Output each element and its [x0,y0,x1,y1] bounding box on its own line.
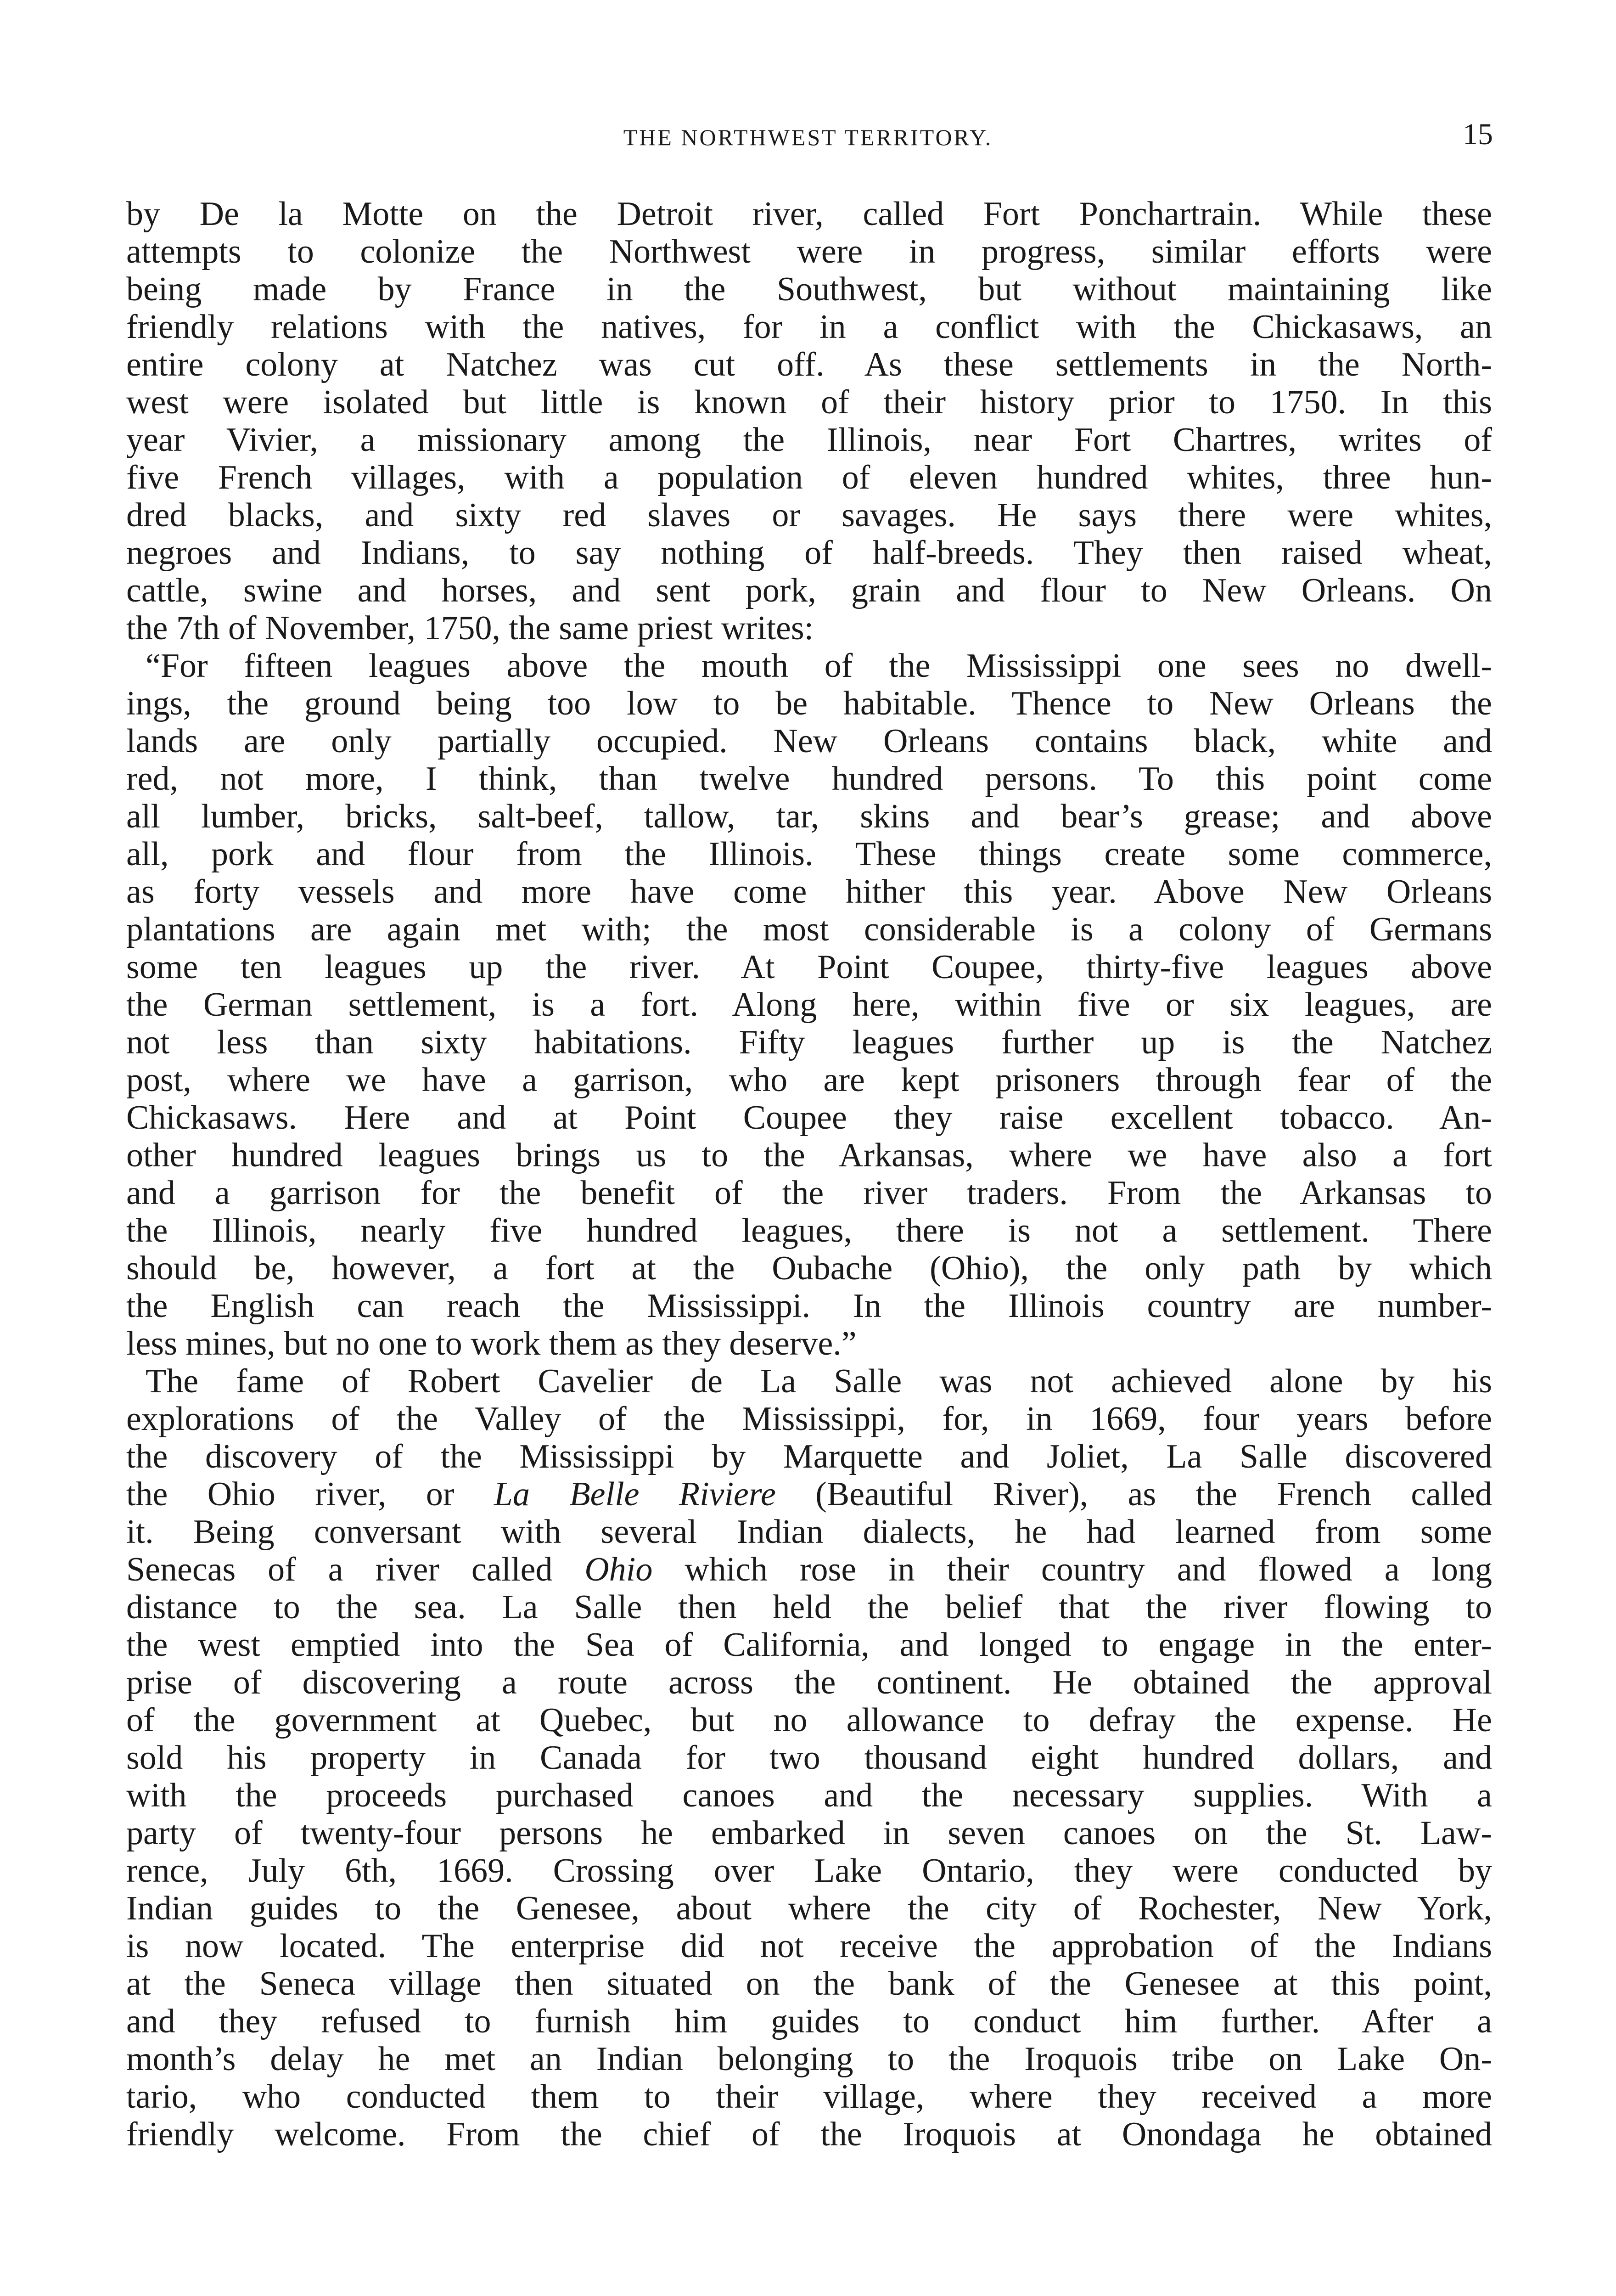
text-segment: lands are only partially occupied. New Orleans contains black, white and [126,722,1492,760]
running-header: THE NORTHWEST TERRITORY. [623,124,993,150]
text-segment: the German settlement, is a fort. Along here, within five or six leagues, are [126,986,1492,1024]
text-line-content [126,1551,1492,1588]
text-line-content [126,1325,1492,1362]
text-line [126,1174,1492,1212]
text-line-content [126,496,1492,534]
text-line [126,1325,1492,1362]
text-line-content [126,2040,1492,2078]
text-line [126,1099,1492,1137]
text-segment: should be, however, a fort at the Oubache (Ohio), the only path by which [126,1249,1492,1287]
text-line-content [126,346,1492,383]
text-line [126,1024,1492,1061]
text-line-content [126,1475,1492,1513]
text-segment: the discovery of the Mississippi by Marquette and Joliet, La Salle discovered [126,1438,1492,1475]
text-segment: less mines, but no one to work them as they deserve.” [126,1325,857,1362]
text-segment: prise of discovering a route across the continent. He obtained the approval [126,1664,1492,1701]
text-line [126,1588,1492,1626]
text-line-content [126,911,1492,948]
text-segment: the 7th of November, 1750, the same priest writes: [126,609,814,647]
text-line-content [126,798,1492,835]
text-segment: ings, the ground being too low to be habitable. Thence to New Orleans the [126,685,1492,722]
text-segment: red, not more, I think, than twelve hundred persons. To this point come [126,760,1492,798]
text-segment: not less than sixty habitations. Fifty leagues further up is the Natchez [126,1024,1492,1061]
text-segment: as forty vessels and more have come hither this year. Above New Orleans [126,873,1492,911]
text-line [126,572,1492,609]
text-line-content [126,873,1492,911]
text-line [126,195,1492,233]
text-line [126,798,1492,835]
text-segment: all lumber, bricks, salt-beef, tallow, tar, skins and bear’s grease; and above [126,798,1492,835]
text-line-content [126,1664,1492,1701]
text-line-content [126,1137,1492,1174]
text-line-content [126,1061,1492,1099]
text-line [126,1287,1492,1325]
text-segment: plantations are again met with; the most considerable is a colony of Germans [126,911,1492,948]
text-line [126,2116,1492,2153]
text-line [126,1927,1492,1965]
text-segment: of the government at Quebec, but no allowance to defray the expense. He [126,1701,1492,1739]
text-line [126,1701,1492,1739]
text-segment: other hundred leagues brings us to the Arkansas, where we have also a fort [126,1137,1492,1174]
text-segment: the Illinois, nearly five hundred leagues, there is not a settlement. There [126,1212,1492,1249]
text-line-content [126,986,1492,1024]
text-line [126,1513,1492,1551]
text-line [126,383,1492,421]
text-line-content [126,1099,1492,1137]
text-segment: tario, who conducted them to their village, where they received a more [126,2078,1492,2116]
text-line-content [146,1362,1492,1400]
text-line [126,1249,1492,1287]
text-line-content [126,1174,1492,1212]
text-line [126,1400,1492,1438]
text-segment: distance to the sea. La Salle then held the belief that the river flowing to [126,1588,1492,1626]
text-line-content [126,459,1492,496]
text-line [126,421,1492,459]
text-segment: year Vivier, a missionary among the Illinois, near Fort Chartres, writes of [126,421,1492,459]
text-line-content [126,1024,1492,1061]
text-segment: sold his property in Canada for two thousand eight hundred dollars, and [126,1739,1492,1777]
text-line [126,760,1492,798]
text-segment: Chickasaws. Here and at Point Coupee they raise excellent tobacco. An- [126,1099,1492,1137]
text-line [126,873,1492,911]
text-line [126,1777,1492,1814]
text-line-content [126,1287,1492,1325]
text-line [126,1739,1492,1777]
text-line [126,1212,1492,1249]
text-line-content [126,1438,1492,1475]
text-segment: and they refused to furnish him guides to conduct him further. After a [126,2003,1492,2040]
text-segment: the west emptied into the Sea of California, and longed to engage in the enter- [126,1626,1492,1664]
text-line [126,1814,1492,1852]
text-line [126,911,1492,948]
text-line-content [126,1814,1492,1852]
text-line-content [126,1777,1492,1814]
text-line [126,308,1492,346]
text-line [126,722,1492,760]
text-segment: party of twenty-four persons he embarked in seven canoes on the St. Law- [126,1814,1492,1852]
text-segment: which rose in their country and flowed a long [652,1551,1492,1588]
text-line [126,1061,1492,1099]
text-segment: is now located. The enterprise did not receive the approbation of the Indians [126,1927,1492,1965]
text-line-content [126,421,1492,459]
text-line-content [126,609,1492,647]
text-line-content [126,1965,1492,2003]
text-segment: explorations of the Valley of the Mississippi, for, in 1669, four years before [126,1400,1492,1438]
text-line [126,534,1492,572]
text-segment: negroes and Indians, to say nothing of half-breeds. They then raised wheat, [126,534,1492,572]
text-line [126,1664,1492,1701]
italic-text: La Belle Riviere [494,1475,776,1513]
text-segment: The fame of Robert Cavelier de La Salle was not achieved alone by his [146,1362,1492,1400]
text-line-content [126,572,1492,609]
page-header [0,117,1616,195]
text-line-content [126,1249,1492,1287]
text-line-content [126,685,1492,722]
text-segment: “For fifteen leagues above the mouth of the Mississippi one sees no dwell- [146,647,1492,685]
text-line-content [126,2116,1492,2153]
text-line-content [126,1513,1492,1551]
text-segment: by De la Motte on the Detroit river, called Fort Ponchartrain. While these [126,195,1492,233]
text-line-content [126,233,1492,270]
text-line [126,1362,1492,1400]
text-line [126,685,1492,722]
text-line [126,2078,1492,2116]
text-segment: post, where we have a garrison, who are kept prisoners through fear of the [126,1061,1492,1099]
text-segment: dred blacks, and sixty red slaves or savages. He says there were whites, [126,496,1492,534]
page-number: 15 [1463,118,1493,151]
text-segment: west were isolated but little is known of their history prior to 1750. In this [126,383,1492,421]
text-line [126,835,1492,873]
text-line [126,496,1492,534]
text-line-content [146,647,1492,685]
text-line-content [126,2078,1492,2116]
text-segment: entire colony at Natchez was cut off. As these settlements in the North- [126,346,1492,383]
text-line [126,609,1492,647]
text-line [126,2040,1492,2078]
text-segment: it. Being conversant with several Indian dialects, he had learned from some [126,1513,1492,1551]
text-line-content [126,1626,1492,1664]
text-segment: cattle, swine and horses, and sent pork, grain and flour to New Orleans. On [126,572,1492,609]
text-line [126,233,1492,270]
text-segment: all, pork and flour from the Illinois. These things create some commerce, [126,835,1492,873]
text-segment: five French villages, with a population of eleven hundred whites, three hun- [126,459,1492,496]
text-line [126,1137,1492,1174]
text-line [126,459,1492,496]
text-segment: the English can reach the Mississippi. In the Illinois country are number- [126,1287,1492,1325]
text-line-content [126,1588,1492,1626]
text-line [126,1438,1492,1475]
text-line [126,1852,1492,1890]
text-line [126,948,1492,986]
text-segment: being made by France in the Southwest, but without maintaining like [126,270,1492,308]
text-line-content [126,1739,1492,1777]
text-line-content [126,1212,1492,1249]
text-line-content [126,1890,1492,1927]
text-line [126,1551,1492,1588]
text-line-content [126,308,1492,346]
text-line-content [126,948,1492,986]
text-segment: month’s delay he met an Indian belonging to the Iroquois tribe on Lake On- [126,2040,1492,2078]
text-line [126,1626,1492,1664]
text-segment: with the proceeds purchased canoes and the necessary supplies. With a [126,1777,1492,1814]
text-segment: attempts to colonize the Northwest were in progress, similar efforts were [126,233,1492,270]
text-segment: Senecas of a river called [126,1551,585,1588]
text-line [126,1965,1492,2003]
text-line-content [126,722,1492,760]
text-segment: friendly relations with the natives, for in a conflict with the Chickasaws, an [126,308,1492,346]
text-line [126,647,1492,685]
text-line [126,270,1492,308]
text-line [126,2003,1492,2040]
text-line [126,346,1492,383]
text-line-content [126,1927,1492,1965]
text-line-content [126,760,1492,798]
italic-text: Ohio [584,1551,653,1588]
text-segment: Indian guides to the Genesee, about where the city of Rochester, New York, [126,1890,1492,1927]
text-line-content [126,195,1492,233]
body-text [126,195,1492,2172]
text-segment: friendly welcome. From the chief of the Iroquois at Onondaga he obtained [126,2116,1492,2153]
text-line [126,1475,1492,1513]
text-line [126,986,1492,1024]
text-line-content [126,534,1492,572]
text-line [126,1890,1492,1927]
text-segment: rence, July 6th, 1669. Crossing over Lake Ontario, they were conducted by [126,1852,1492,1890]
text-segment: and a garrison for the benefit of the river traders. From the Arkansas to [126,1174,1492,1212]
text-line-content [126,383,1492,421]
text-line-content [126,1701,1492,1739]
text-segment: the Ohio river, or [126,1475,494,1513]
text-segment: at the Seneca village then situated on the bank of the Genesee at this point, [126,1965,1492,2003]
text-line-content [126,1400,1492,1438]
text-line-content [126,270,1492,308]
text-line-content [126,2003,1492,2040]
text-line-content [126,1852,1492,1890]
text-segment: some ten leagues up the river. At Point Coupee, thirty-five leagues above [126,948,1492,986]
text-line-content [126,835,1492,873]
text-segment: (Beautiful River), as the French called [775,1475,1492,1513]
